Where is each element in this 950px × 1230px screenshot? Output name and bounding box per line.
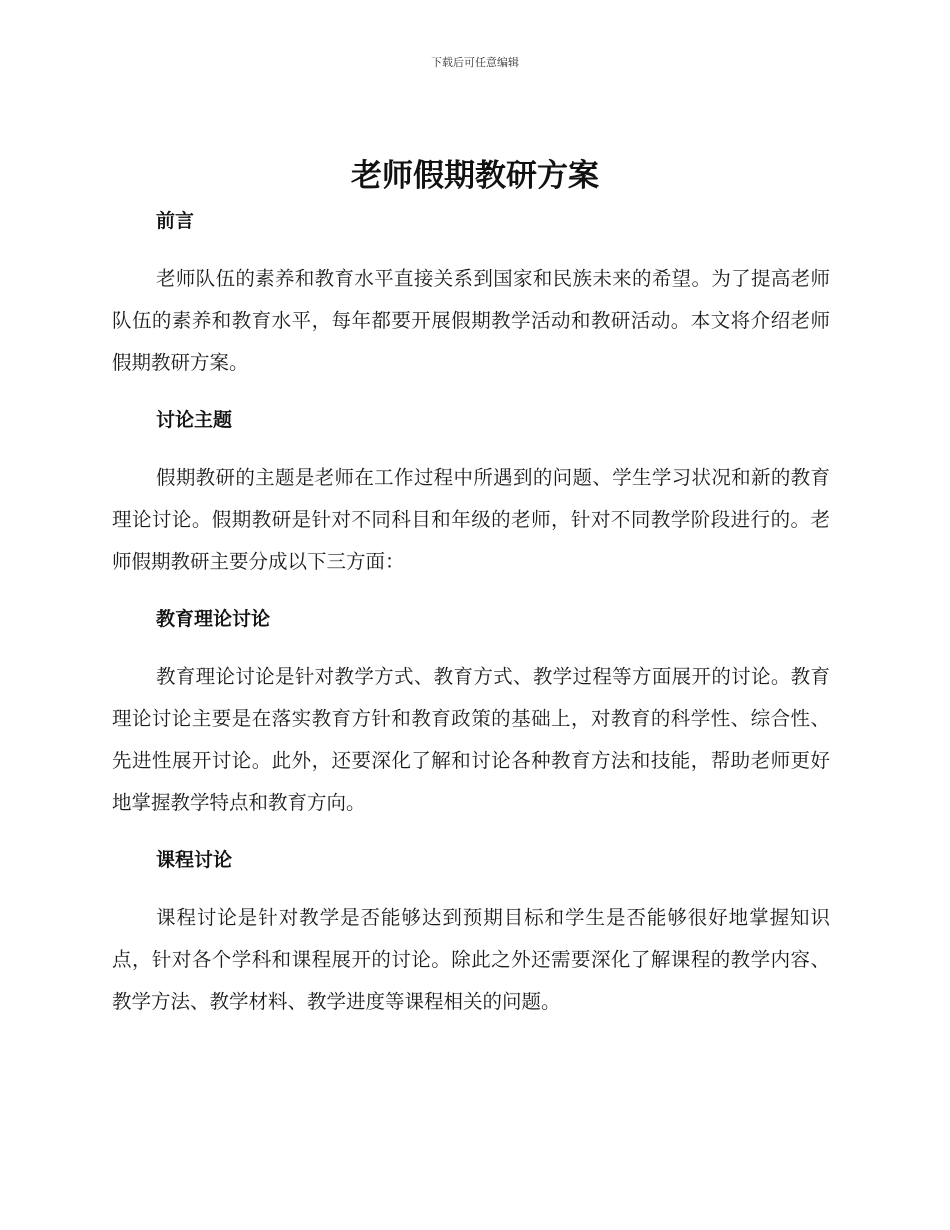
section-paragraph: 课程讨论是针对教学是否能够达到预期目标和学生是否能够很好地掌握知识点，针对各个学科和课程展开的讨论。除此之外还需要深化了解课程的教学内容、教学方法、教学材料、教学进度等课程相关的问题。: [112, 906, 830, 1013]
section-heading: 教育理论讨论: [156, 608, 271, 630]
section-heading: 讨论主题: [156, 409, 233, 431]
section-curriculum: [112, 841, 830, 1023]
section-heading: 课程讨论: [156, 849, 233, 871]
header-note: 下载后可任意编辑: [431, 56, 519, 69]
section-heading: 前言: [156, 210, 195, 232]
section-discussion-topic: [112, 401, 830, 583]
section-paragraph: 假期教研的主题是老师在工作过程中所遇到的问题、学生学习状况和新的教育理论讨论。假期教研是针对不同科目和年级的老师，针对不同教学阶段进行的。老师假期教研主要分成以下三方面：: [112, 466, 830, 573]
section-paragraph: 老师队伍的素养和教育水平直接关系到国家和民族未来的希望。为了提高老师队伍的素养和教育水平，每年都要开展假期教学活动和教研活动。本文将介绍老师假期教研方案。: [112, 267, 830, 374]
document-title: 老师假期教研方案: [351, 158, 599, 194]
document-body: [112, 202, 830, 1023]
section-paragraph: 教育理论讨论是针对教学方式、教育方式、教学过程等方面展开的讨论。教育理论讨论主要是在落实教育方针和教育政策的基础上，对教育的科学性、综合性、先进性展开讨论。此外，还要深化了解和讨论各种教育方法和技能，帮助老师更好地掌握教学特点和教育方向。: [112, 665, 830, 814]
section-preface: [112, 202, 830, 384]
section-education-theory: [112, 600, 830, 824]
